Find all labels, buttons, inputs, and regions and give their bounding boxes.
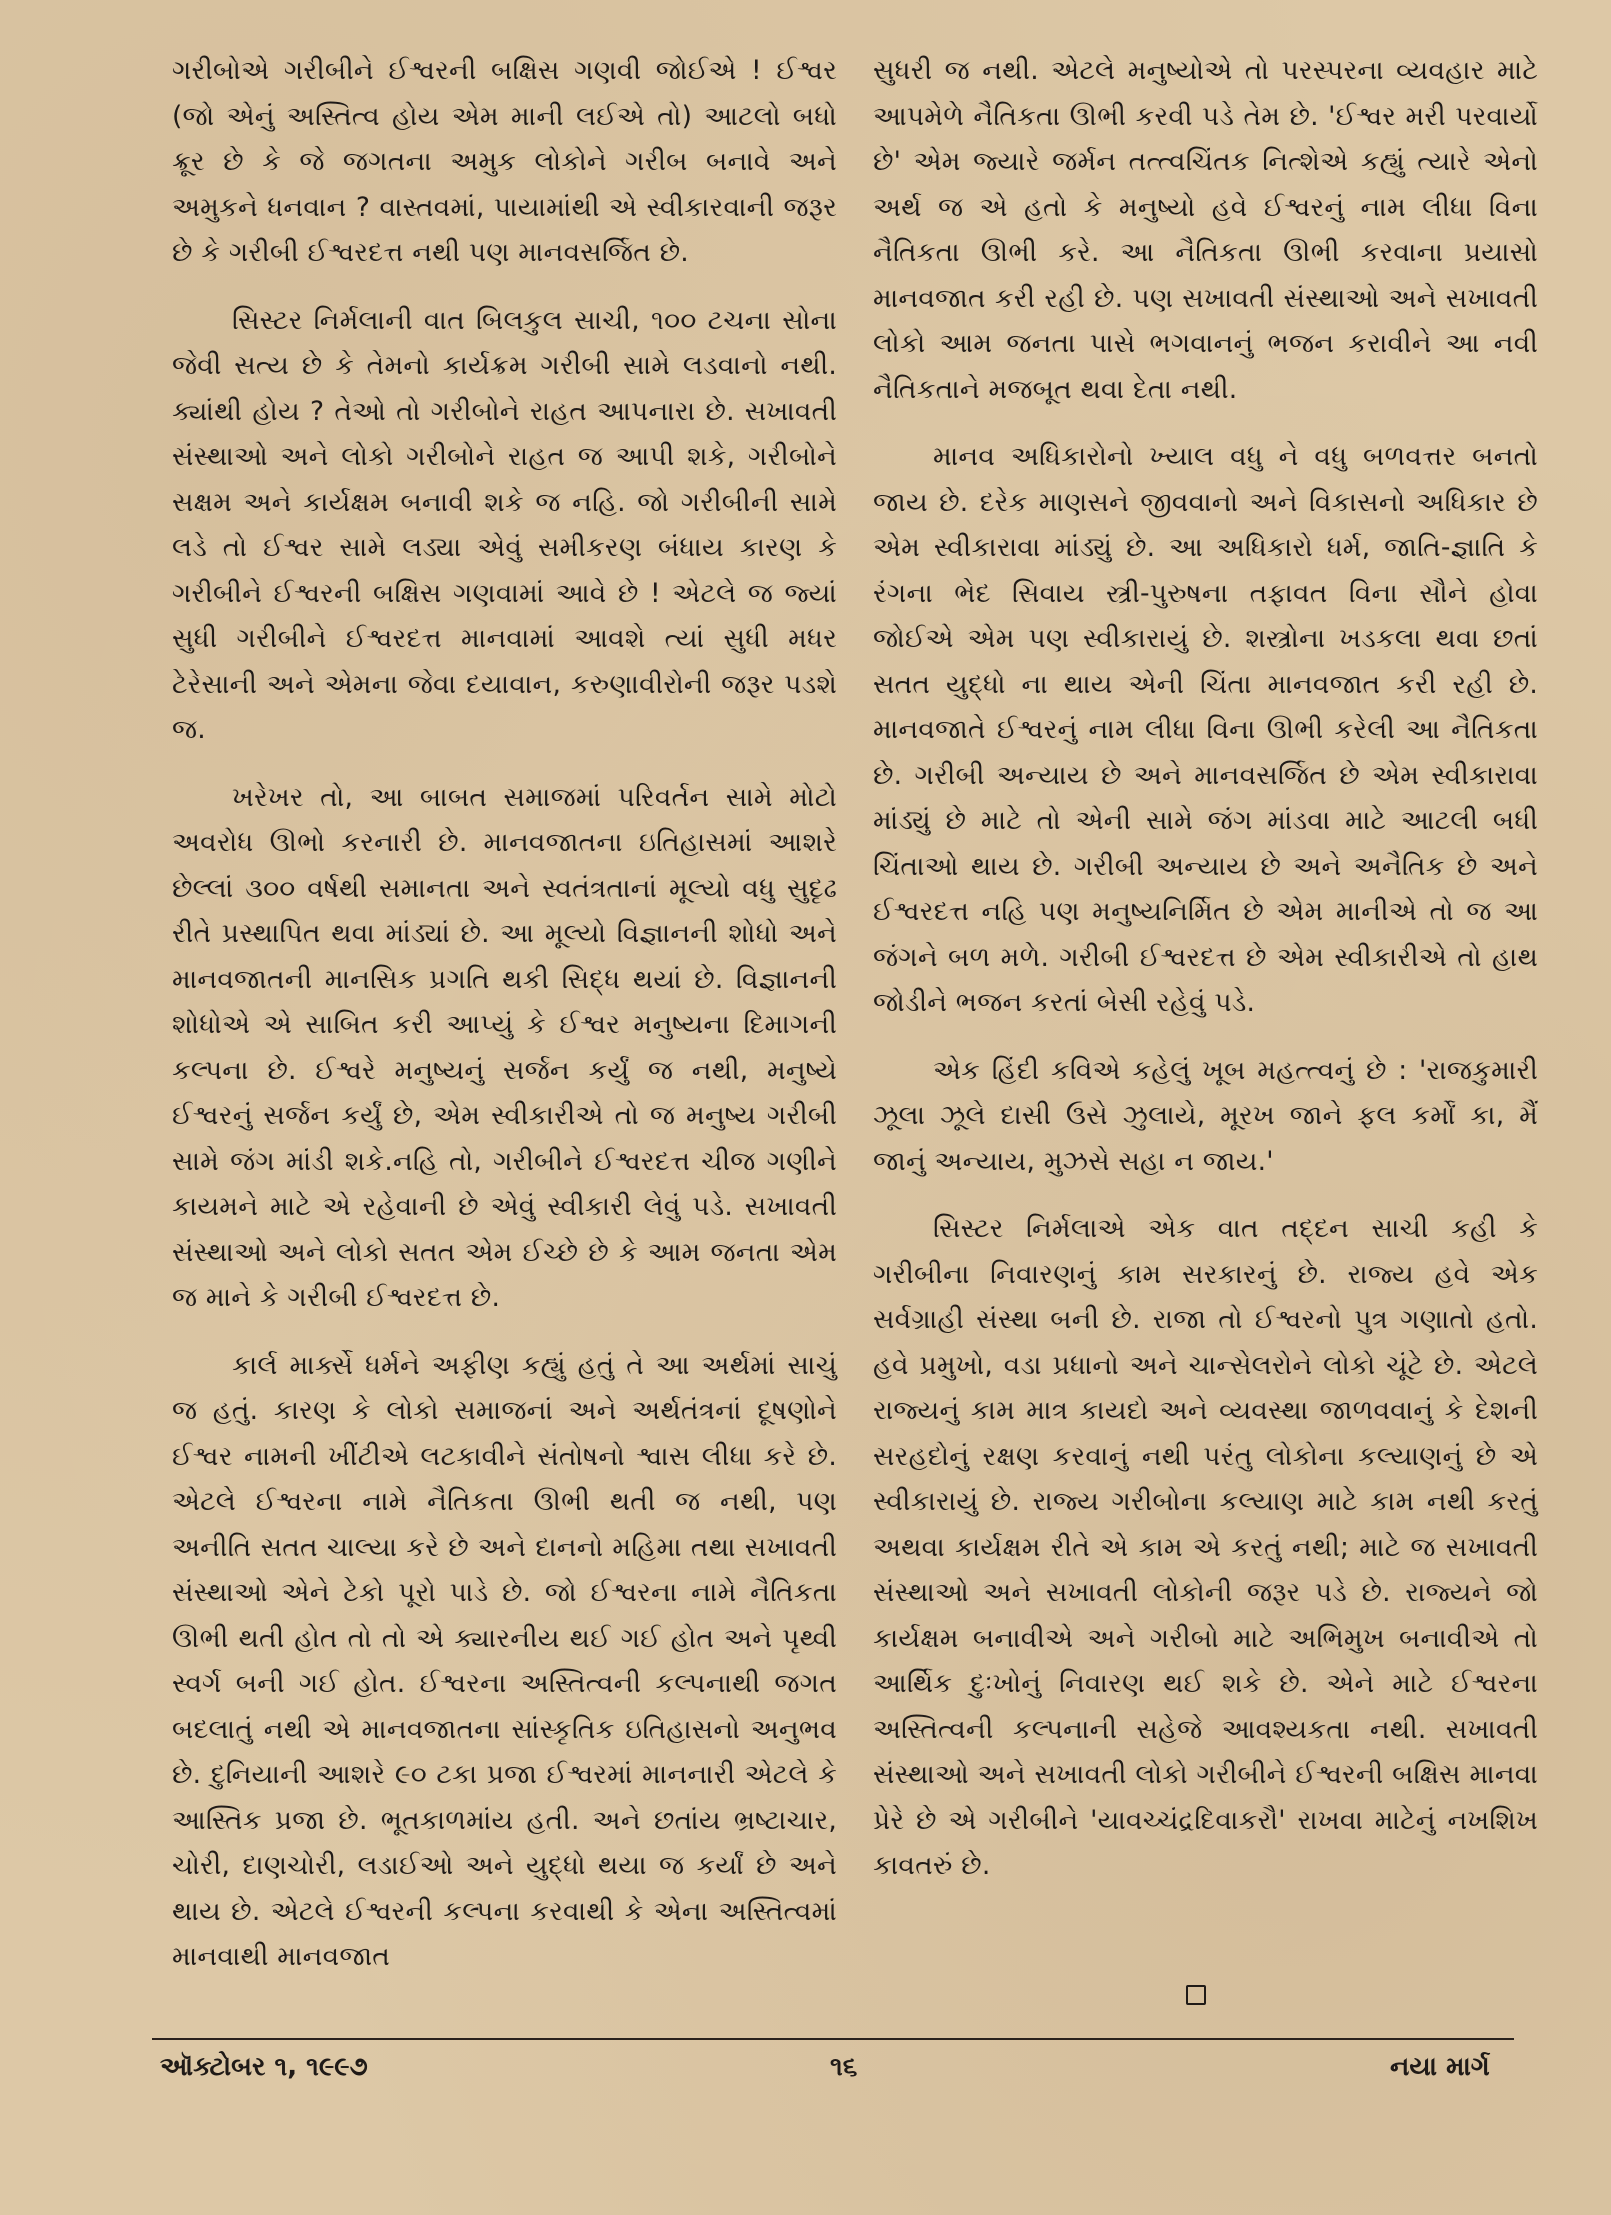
footer-divider: [152, 2038, 1514, 2040]
paragraph: ગરીબોએ ગરીબીને ઈશ્વરની બક્ષિસ ગણવી જોઈએ ! ઈશ્વર (જો એનું અસ્તિત્વ હોય એમ માની લઈએ તો) આટલો બધો ક્રૂર છે કે જે જગતના અમુક લોકોને ગરીબ બનાવે અને અમુકને ધનવાન ? વાસ્તવમાં, પાયામાંથી એ સ્વીકારવાની જરૂર છે કે ગરીબી ઈશ્વરદત્ત નથી પણ માનવસર્જિત છે.: [172, 55, 837, 268]
article-end-square-icon: [1186, 1985, 1206, 2005]
paragraph: સિસ્ટર નિર્મલાએ એક વાત તદ્દન સાચી કહી કે ગરીબીના નિવારણનું કામ સરકારનું છે. રાજ્ય હવે એક સર્વગ્રાહી સંસ્થા બની છે. રાજા તો ઈશ્વરનો પુત્ર ગણાતો હતો. હવે પ્રમુખો, વડા પ્રધાનો અને ચાન્સેલરોને લોકો ચૂંટે છે. એટલે રાજ્યનું કામ માત્ર કાયદો અને વ્યવસ્થા જાળવવાનું કે દેશની સરહદોનું રક્ષણ કરવાનું નથી પરંતુ લોકોના કલ્યાણનું છે એ સ્વીકારાયું છે. રાજ્ય ગરીબોના કલ્યાણ માટે કામ નથી કરતું અથવા કાર્યક્ષમ રીતે એ કામ એ કરતું નથી; માટે જ સખાવતી સંસ્થાઓ અને સખાવતી લોકોની જરૂર પડે છે. રાજ્યને જો કાર્યક્ષમ બનાવીએ અને ગરીબો માટે અભિમુખ બનાવીએ તો આર્થિક દુઃખોનું નિવારણ થઈ શકે છે. એને માટે ઈશ્વરના અસ્તિત્વની કલ્પનાની સહેજે આવશ્યકતા નથી. સખાવતી સંસ્થાઓ અને સખાવતી લોકો ગરીબીને ઈશ્વરની બક્ષિસ માનવા પ્રેરે છે એ ગરીબીને 'યાવચ્ચંદ્રદિવાકરૌ' રાખવા માટેનું નખશિખ કાવતરું છે.: [873, 1213, 1538, 1881]
magazine-name: નયા માર્ગ: [1390, 2052, 1490, 2082]
page-number: ૧૬: [830, 2052, 858, 2082]
paragraph: કાર્લ માર્ક્સે ધર્મને અફીણ કહ્યું હતું તે આ અર્થમાં સાચું જ હતું. કારણ કે લોકો સમાજનાં અને અર્થતંત્રનાં દૂષણોને ઈશ્વર નામની ખીંટીએ લટકાવીને સંતોષનો શ્વાસ લીધા કરે છે. એટલે ઈશ્વરના નામે નૈતિકતા ઊભી થતી જ નથી, પણ અનીતિ સતત ચાલ્યા કરે છે અને દાનનો મહિમા તથા સખાવતી સંસ્થાઓ એને ટેકો પૂરો પાડે છે. જો ઈશ્વરના નામે નૈતિકતા ઊભી થતી હોત તો તો એ ક્યારનીય થઈ ગઈ હોત અને પૃથ્વી સ્વર્ગ બની ગઈ હોત. ઈશ્વરના અસ્તિત્વની કલ્પનાથી જગત બદલાતું નથી એ માનવજાતના સાંસ્કૃતિક ઇતિહાસનો અનુભવ છે. દુનિયાની આશરે ૯૦ ટકા પ્રજા ઈશ્વરમાં માનનારી એટલે કે આસ્તિક પ્રજા છે. ભૂતકાળમાંય હતી. અને છતાંય ભ્રષ્ટાચાર, ચોરી, દાણચોરી, લડાઈઓ અને યુદ્ધો થયા જ કર્યાં છે અને થાય છે. એટલે ઈશ્વરની કલ્પના કરવાથી કે એના અસ્તિત્વમાં માનવાથી માનવજાત: [172, 1349, 837, 1972]
paragraph: એક હિંદી કવિએ કહેલું ખૂબ મહત્ત્વનું છે : 'રાજકુમારી ઝૂલા ઝૂલે દાસી ઉસે ઝુલાયે, મૂરખ જાને ફલ કર્મોં કા, મૈં જાનું અન્યાય, મુઝસે સહા ન જાય.': [873, 1054, 1538, 1177]
left-column: [172, 48, 837, 2002]
paragraph: સિસ્ટર નિર્મલાની વાત બિલકુલ સાચી, ૧૦૦ ટચના સોના જેવી સત્ય છે કે તેમનો કાર્યક્રમ ગરીબી સામે લડવાનો નથી. ક્યાંથી હોય ? તેઓ તો ગરીબોને રાહત આપનારા છે. સખાવતી સંસ્થાઓ અને લોકો ગરીબોને રાહત જ આપી શકે, ગરીબોને સક્ષમ અને કાર્યક્ષમ બનાવી શકે જ નહિ. જો ગરીબીની સામે લડે તો ઈશ્વર સામે લડ્યા એવું સમીકરણ બંધાય કારણ કે ગરીબીને ઈશ્વરની બક્ષિસ ગણવામાં આવે છે ! એટલે જ જ્યાં સુધી ગરીબીને ઈશ્વરદત્ત માનવામાં આવશે ત્યાં સુધી મધર ટેરેસાની અને એમના જેવા દયાવાન, કરુણાવીરોની જરૂર પડશે જ.: [172, 304, 837, 745]
right-column: [873, 48, 1538, 1911]
paragraph: માનવ અધિકારોનો ખ્યાલ વધુ ને વધુ બળવત્તર બનતો જાય છે. દરેક માણસને જીવવાનો અને વિકાસનો અધિકાર છે એમ સ્વીકારાવા માંડ્યું છે. આ અધિકારો ધર્મ, જાતિ-જ્ઞાતિ કે રંગના ભેદ સિવાય સ્ત્રી-પુરુષના તફાવત વિના સૌને હોવા જોઈએ એમ પણ સ્વીકારાયું છે. શસ્ત્રોના ખડકલા થવા છતાં સતત યુદ્ધો ના થાય એની ચિંતા માનવજાત કરી રહી છે. માનવજાતે ઈશ્વરનું નામ લીધા વિના ઊભી કરેલી આ નૈતિકતા છે. ગરીબી અન્યાય છે અને માનવસર્જિત છે એમ સ્વીકારાવા માંડ્યું છે માટે તો એની સામે જંગ માંડવા માટે આટલી બધી ચિંતાઓ થાય છે. ગરીબી અન્યાય છે અને અનૈતિક છે અને ઈશ્વરદત્ત નહિ પણ મનુષ્યનિર્મિત છે એમ માનીએ તો જ આ જંગને બળ મળે. ગરીબી ઈશ્વરદત્ત છે એમ સ્વીકારીએ તો હાથ જોડીને ભજન કરતાં બેસી રહેવું પડે.: [873, 441, 1538, 1018]
footer-date: ઑક્ટોબર ૧, ૧૯૯૭: [160, 2052, 368, 2082]
paragraph: ખરેખર તો, આ બાબત સમાજમાં પરિવર્તન સામે મોટો અવરોધ ઊભો કરનારી છે. માનવજાતના ઇતિહાસમાં આશરે છેલ્લાં ૩૦૦ વર્ષથી સમાનતા અને સ્વતંત્રતાનાં મૂલ્યો વધુ સુદૃઢ રીતે પ્રસ્થાપિત થવા માંડ્યાં છે. આ મૂલ્યો વિજ્ઞાનની શોધો અને માનવજાતની માનસિક પ્રગતિ થકી સિદ્ધ થયાં છે. વિજ્ઞાનની શોધોએ એ સાબિત કરી આપ્યું કે ઈશ્વર મનુષ્યના દિમાગની કલ્પના છે. ઈશ્વરે મનુષ્યનું સર્જન કર્યું જ નથી, મનુષ્યે ઈશ્વરનું સર્જન કર્યું છે, એમ સ્વીકારીએ તો જ મનુષ્ય ગરીબી સામે જંગ માંડી શકે.નહિ તો, ગરીબીને ઈશ્વરદત્ત ચીજ ગણીને કાયમને માટે એ રહેવાની છે એવું સ્વીકારી લેવું પડે. સખાવતી સંસ્થાઓ અને લોકો સતત એમ ઈચ્છે છે કે આમ જનતા એમ જ માને કે ગરીબી ઈશ્વરદત્ત છે.: [172, 781, 837, 1313]
paragraph: સુધરી જ નથી. એટલે મનુષ્યોએ તો પરસ્પરના વ્યવહાર માટે આપમેળે નૈતિકતા ઊભી કરવી પડે તેમ છે. 'ઈશ્વર મરી પરવાર્યો છે' એમ જ્યારે જર્મન તત્ત્વચિંતક નિત્શેએ કહ્યું ત્યારે એનો અર્થ જ એ હતો કે મનુષ્યો હવે ઈશ્વરનું નામ લીધા વિના નૈતિકતા ઊભી કરે. આ નૈતિકતા ઊભી કરવાના પ્રયાસો માનવજાત કરી રહી છે. પણ સખાવતી સંસ્થાઓ અને સખાવતી લોકો આમ જનતા પાસે ભગવાનનું ભજન કરાવીને આ નવી નૈતિકતાને મજબૂત થવા દેતા નથી.: [873, 55, 1538, 405]
